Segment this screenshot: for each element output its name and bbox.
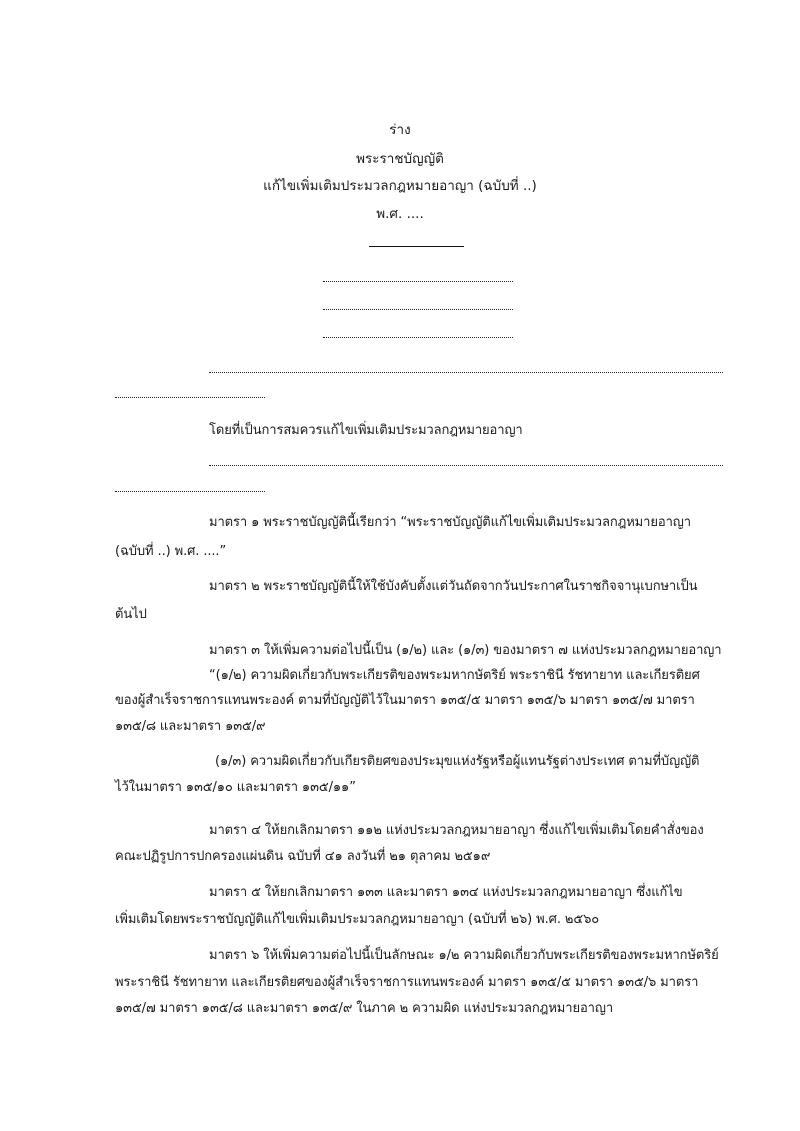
section-3-line-3: ของผู้สำเร็จราชการแทนพระองค์ ตามที่บัญญัติไว้ในมาตรา ๑๓๕/๕ มาตรา ๑๓๕/๖ มาตรา ๑๓๕/๗ มาตรา — [115, 693, 695, 708]
section-3-line-2: “(๑/๒) ความผิดเกี่ยวกับพระเกียรติของพระมหากษัตริย์ พระราชินี รัชทายาท และเกียรติยศ — [209, 668, 700, 683]
signature-dotline-2 — [323, 309, 513, 310]
section-3-line-5: (๑/๓) ความผิดเกี่ยวกับเกียรติยศของประมุขแห่งรัฐหรือผู้แทนรัฐต่างประเทศ ตามที่บัญญัติ — [215, 754, 700, 769]
section-5-line-1: มาตรา ๕ ให้ยกเลิกมาตรา ๑๓๓ และมาตรา ๑๓๔ แห่งประมวลกฎหมายอาญา ซึ่งแก้ไข — [209, 885, 683, 900]
section-6-line-3: ๑๓๕/๗ มาตรา ๑๓๕/๘ และมาตรา ๑๓๕/๙ ในภาค ๒ ความผิด แห่งประมวลกฎหมายอาญา — [115, 1001, 614, 1016]
section-2-line-1: มาตรา ๒ พระราชบัญญัตินี้ให้ใช้บังคับตั้งแต่วันถัดจากวันประกาศในราชกิจจานุเบกษาเป็น — [209, 579, 698, 594]
section-1-line-1: มาตรา ๑ พระราชบัญญัตินี้เรียกว่า “พระราชบัญญัติแก้ไขเพิ่มเติมประมวลกฎหมายอาญา — [209, 515, 691, 530]
act-title: แก้ไขเพิ่มเติมประมวลกฎหมายอาญา (ฉบับที่ ..) — [263, 178, 537, 194]
section-6-line-1: มาตรา ๖ ให้เพิ่มความต่อไปนี้เป็นลักษณะ ๑/๒ ความผิดเกี่ยวกับพระเกียรติของพระมหากษัตริย์ — [209, 948, 719, 963]
act-heading: พระราชบัญญัติ — [356, 151, 444, 167]
section-6-line-2: พระราชินี รัชทายาท และเกียรติยศของผู้สำเร็จราชการแทนพระองค์ มาตรา ๑๓๕/๕ มาตรา ๑๓๕/๖ มาตรา — [115, 975, 699, 990]
section-2-line-2: ต้นไป — [115, 607, 147, 622]
enactment-dotline-2 — [115, 397, 265, 398]
enactment-dotline-1 — [209, 372, 723, 373]
preamble-dotline-2 — [115, 491, 265, 492]
draft-label: ร่าง — [389, 122, 411, 138]
section-3-line-1: มาตรา ๓ ให้เพิ่มความต่อไปนี้เป็น (๑/๒) และ (๑/๓) ของมาตรา ๗ แห่งประมวลกฎหมายอาญา — [209, 643, 722, 658]
act-year: พ.ศ. .... — [376, 206, 424, 222]
signature-dotline-1 — [323, 281, 513, 282]
section-1-line-2: (ฉบับที่ ..) พ.ศ. ....” — [115, 544, 227, 559]
title-divider — [369, 246, 464, 247]
section-4-line-1: มาตรา ๔ ให้ยกเลิกมาตรา ๑๑๒ แห่งประมวลกฎหมายอาญา ซึ่งแก้ไขเพิ่มเติมโดยคำสั่งของ — [209, 823, 704, 838]
signature-dotline-3 — [323, 337, 513, 338]
preamble-dotline-1 — [209, 465, 723, 466]
section-4-line-2: คณะปฏิรูปการปกครองแผ่นดิน ฉบับที่ ๔๑ ลงวันที่ ๒๑ ตุลาคม ๒๕๑๙ — [115, 849, 491, 864]
preamble-reason: โดยที่เป็นการสมควรแก้ไขเพิ่มเติมประมวลกฎหมายอาญา — [209, 423, 523, 438]
section-5-line-2: เพิ่มเติมโดยพระราชบัญญัติแก้ไขเพิ่มเติมประมวลกฎหมายอาญา (ฉบับที่ ๒๖) พ.ศ. ๒๕๖๐ — [115, 912, 600, 927]
section-3-line-6: ไว้ในมาตรา ๑๓๕/๑๐ และมาตรา ๑๓๕/๑๑” — [115, 780, 356, 795]
section-3-line-4: ๑๓๕/๘ และมาตรา ๑๓๕/๙ — [115, 719, 266, 734]
